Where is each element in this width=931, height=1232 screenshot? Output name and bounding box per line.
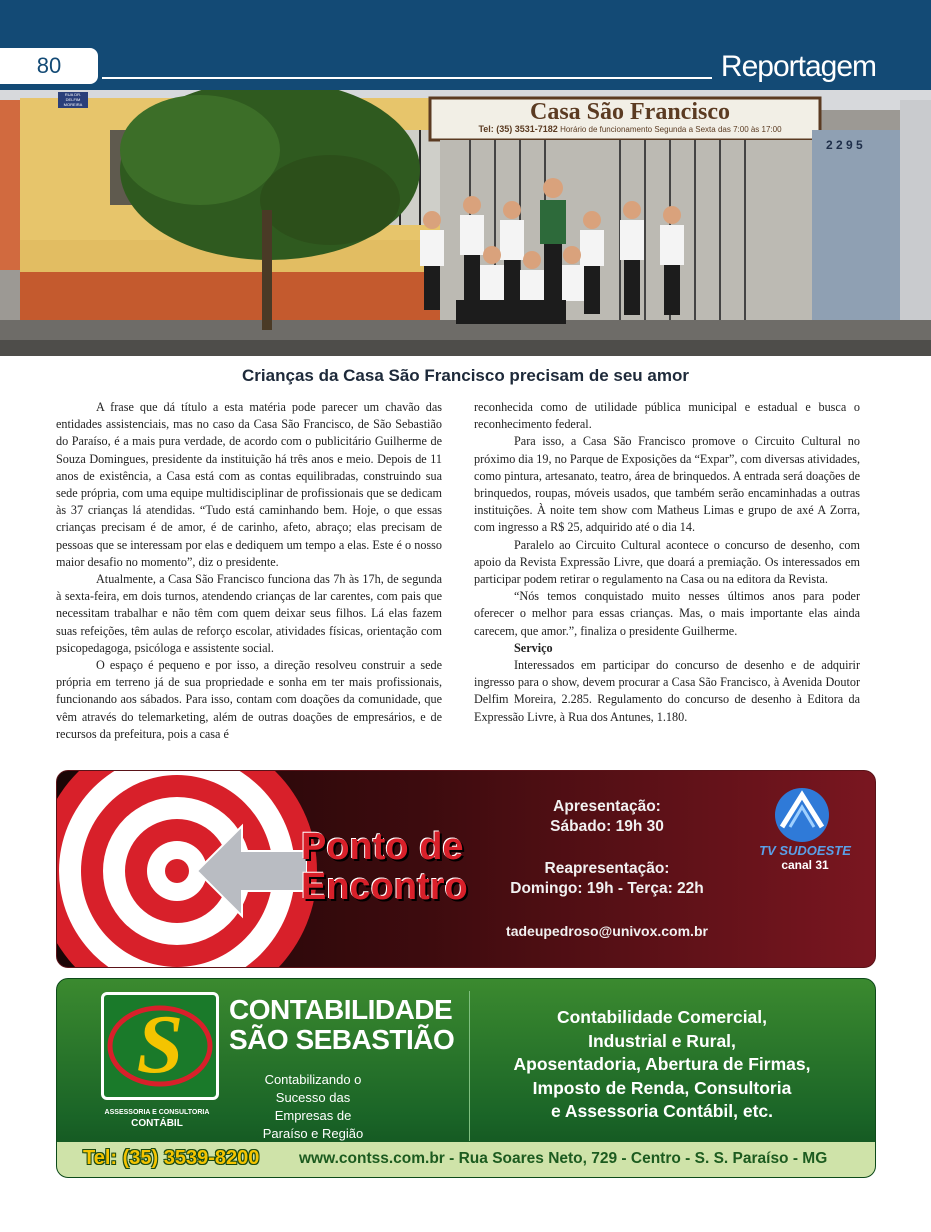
paragraph: Atualmente, a Casa São Francisco funciona das 7h às 17h, de segunda à sexta-feira, em dois turnos, atendendo crianças de lar carentes, com pais que necessitam trabalhar e não têm com quem deixar seus filhos. Lá elas fazem suas refeições, têm aulas de reforço escolar, atividades físicas, orientação com psicopedagoga, psicóloga e assistente social. [56, 572, 442, 655]
page-number: 80 [0, 46, 100, 86]
street-sign: RUA DR. DELFIM MOREIRA [58, 92, 88, 108]
service-line: e Assessoria Contábil, etc. [550, 1101, 774, 1121]
article-column-2 [474, 399, 860, 726]
header-rule [102, 77, 712, 79]
sign-name: Casa São Francisco [530, 99, 730, 125]
paragraph: O espaço é pequeno e por isso, a direção resolveu construir a sede própria em terreno já de sua propriedade e sonha em ter mais profissionais, funcionando aos sábados. Para isso, contam com doações da comunidade, que vêm através do telemarketing, além de outras doações de empresários, e de recursos da prefeitura, pois a casa é [56, 658, 442, 741]
services-list [477, 1006, 847, 1124]
sign-details [444, 124, 816, 134]
tv-brand [749, 843, 861, 872]
paragraph: Interessados em participar do concurso de desenho e de adquirir ingresso para o show, devem procurar a Casa São Francisco, à Avenida Doutor Delfim Moreira, 2.285. Regulamento do concurso de desenho à Editora da Expressão Livre, à Rua dos Antunes, 1.180. [474, 658, 860, 724]
contact-bar [57, 1142, 875, 1177]
section-title: Reportagem [720, 50, 876, 83]
reapresentacao-label: Reapresentação: [544, 860, 670, 877]
reapresentacao-time: Domingo: 19h - Terça: 22h [510, 880, 704, 897]
s-logo-caption [97, 1107, 217, 1129]
s-logo-caption-2: CONTÁBIL [131, 1118, 183, 1129]
apresentacao-label: Apresentação: [553, 798, 661, 815]
schedule-info [487, 797, 727, 941]
service-line: Aposentadoria, Abertura de Firmas, [513, 1054, 811, 1074]
company-name-line2: SÃO SEBASTIÃO [229, 1024, 455, 1055]
s-logo-icon [101, 992, 219, 1100]
paragraph: “Nós temos conquistado muito nesses últimos anos para poder oferecer o melhor para essas crianças. Mas, o mais importante elas ainda carecem, que amor.”, finaliza o presidente Guilherme. [474, 589, 860, 638]
ad-ponto-de-encontro [56, 770, 876, 968]
sign-tel: Tel: (35) 3531-7182 [478, 124, 558, 134]
paragraph: Paralelo ao Circuito Cultural acontece o concurso de desenho, com apoio da Revista Expressão Livre, que doará a premiação. Os interessados em participar podem retirar o regulamento na Casa ou na editora da Revista. [474, 537, 860, 587]
tagline: Contabilizando o Sucesso das Empresas de Paraíso e Região [262, 1072, 364, 1141]
apresentacao-time: Sábado: 19h 30 [550, 818, 664, 835]
address: www.contss.com.br - Rua Soares Neto, 729 - Centro - S. S. Paraíso - MG [299, 1150, 828, 1167]
paragraph: reconhecida como de utilidade pública municipal e estadual e busca o reconhecimento federal. [474, 400, 860, 432]
subheading: Serviço [514, 640, 553, 655]
ponto-logo-line1: Ponto de [301, 826, 464, 868]
arrow-icon [197, 821, 307, 921]
ad-contabilidade [56, 978, 876, 1178]
service-line: Contabilidade Comercial, [556, 1007, 768, 1027]
paragraph: A frase que dá título a esta matéria pode parecer um chavão das entidades assistenciais, mas no caso da Casa São Francisco, de São Sebastião do Paraíso, é a mais pura verdade, de acordo com o publicitário Guilherme de Souza Domingues, presidente da instituição há três anos e meio. Depois de 11 anos de existência, a Casa está com as contas equilibradas, construindo sua sede própria, com uma equipe multidisciplinar de profissionais que se dedicam às 37 crianças lá atendidas. “Tudo está caminhando bem. Hoje, o que essas crianças precisam é de amor, é de carinho, afeto, abraço; elas precisam de pessoas que se interessam por elas e dediquem um tempo a elas. Este é o nosso maior desafio no momento”, diz o presidente. [56, 400, 442, 569]
article-column-1 [56, 399, 442, 743]
company-name [229, 995, 454, 1055]
article-photo [0, 90, 931, 356]
tv-name: TV SUDOESTE [759, 843, 851, 858]
house-number: 2 2 9 5 [826, 138, 863, 152]
divider [469, 991, 470, 1141]
tv-channel: canal 31 [781, 858, 829, 872]
email: tadeupedroso@univox.com.br [506, 923, 708, 939]
sign-text [444, 100, 816, 134]
article-title: Crianças da Casa São Francisco precisam de seu amor [242, 366, 689, 385]
paragraph: Para isso, a Casa São Francisco promove o Circuito Cultural no próximo dia 19, no Parque de Exposições da “Expar”, com diversas atividades, como pintura, artesanato, teatro, área de brinquedos. A entrada será doações de brinquedos, roupas, móveis usados, que também serão encaminhadas a outras instituições. À noite tem show com Matheus Limas e grupo de axé A Zorra, com ingresso a R$ 25, adquirido até o dia 14. [474, 434, 860, 535]
service-line: Imposto de Renda, Consultoria [532, 1077, 792, 1098]
ponto-logo [301, 827, 468, 907]
ponto-logo-line2: Encontro [301, 866, 468, 908]
sign-hours: Horário de funcionamento Segunda a Sexta das 7:00 às 17:00 [560, 125, 782, 134]
service-line: Industrial e Rural, [588, 1030, 736, 1051]
company-name-line1: CONTABILIDADE [229, 994, 453, 1025]
tv-globe-icon [772, 787, 832, 843]
s-logo-letter: S [136, 998, 184, 1091]
phone-number: Tel: (35) 3539-8200 [83, 1147, 260, 1169]
s-logo-caption-1: ASSESSORIA E CONSULTORIA [104, 1109, 210, 1116]
